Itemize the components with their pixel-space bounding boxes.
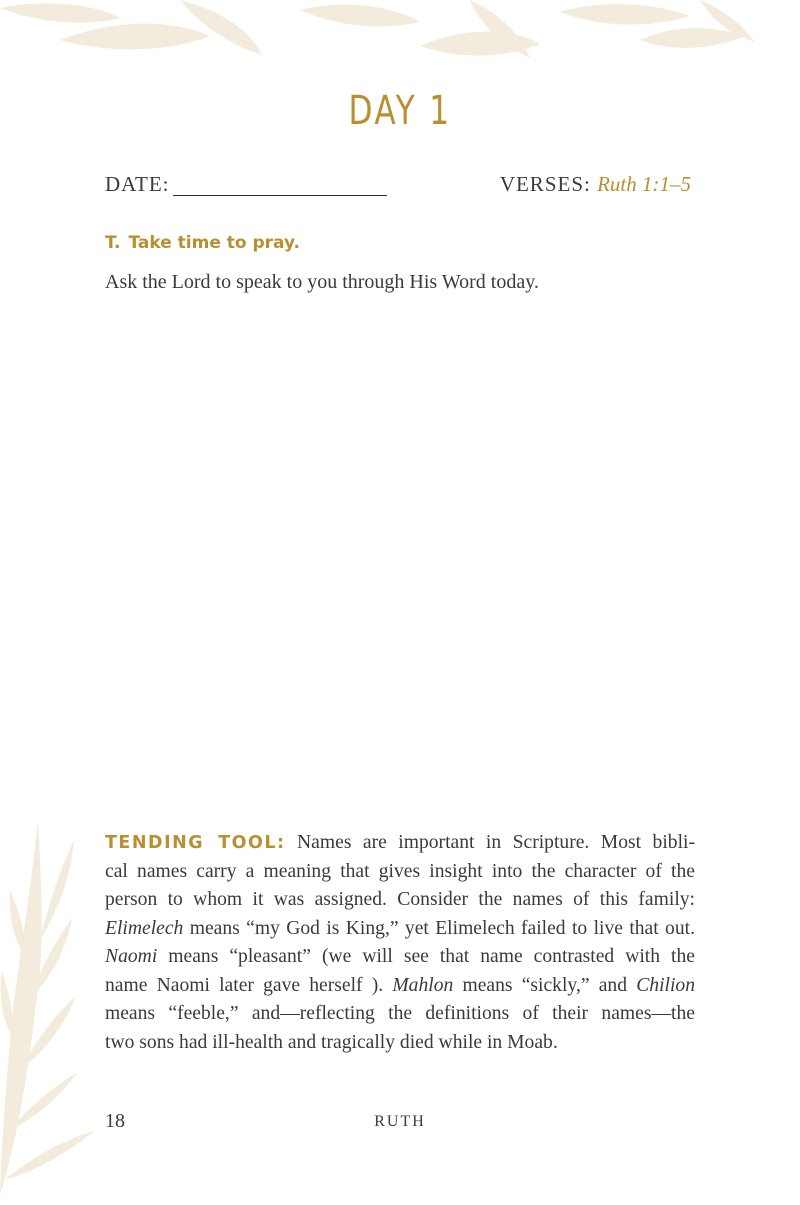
left-leaf-decoration-icon	[0, 800, 110, 1205]
step-instruction: Ask the Lord to speak to you through His Word today.	[105, 271, 539, 293]
name-mahlon: Mahlon	[392, 974, 454, 996]
date-label: DATE:	[105, 172, 170, 196]
date-verses-row	[105, 170, 691, 202]
tending-line-4: Elimelech means “my God is King,” yet Elimelech failed to live that out.	[105, 917, 695, 939]
tending-line-8: two sons had ill-health and tragically died while in Moab.	[105, 1031, 558, 1053]
tending-line-1: TENDING TOOL: Names are important in Scripture. Most bibli-	[105, 832, 695, 853]
verses-reference: Ruth 1:1–5	[597, 172, 691, 196]
name-naomi: Naomi	[105, 946, 158, 967]
page-number: 18	[105, 1110, 125, 1132]
step-heading-text: Take time to pray.	[128, 233, 300, 253]
top-leaf-decoration-icon	[0, 0, 760, 70]
name-elimelech: Elimelech	[105, 917, 184, 939]
tending-line-7: means “feeble,” and—reflecting the definitions of their names—the	[105, 1003, 695, 1024]
day-title: DAY 1	[348, 88, 452, 134]
tending-line-2: cal names carry a meaning that gives insight into the character of the	[105, 860, 695, 882]
tending-line-3: person to whom it was assigned. Consider the names of this family:	[105, 889, 695, 910]
tending-tool-paragraph	[105, 829, 695, 1057]
name-chilion: Chilion	[636, 974, 695, 996]
tending-line-6: name Naomi later gave herself ). Mahlon means “sickly,” and Chilion	[105, 974, 695, 996]
date-fill-line[interactable]	[173, 195, 387, 196]
book-title: RUTH	[374, 1113, 426, 1130]
step-heading	[105, 233, 300, 253]
verses-label: VERSES:	[499, 172, 591, 196]
verses-field	[500, 172, 691, 197]
step-letter: T.	[105, 233, 121, 253]
tending-tool-label: TENDING TOOL:	[105, 833, 286, 853]
tending-line-5: Naomi means “pleasant” (we will see that name contrasted with the	[105, 946, 695, 967]
